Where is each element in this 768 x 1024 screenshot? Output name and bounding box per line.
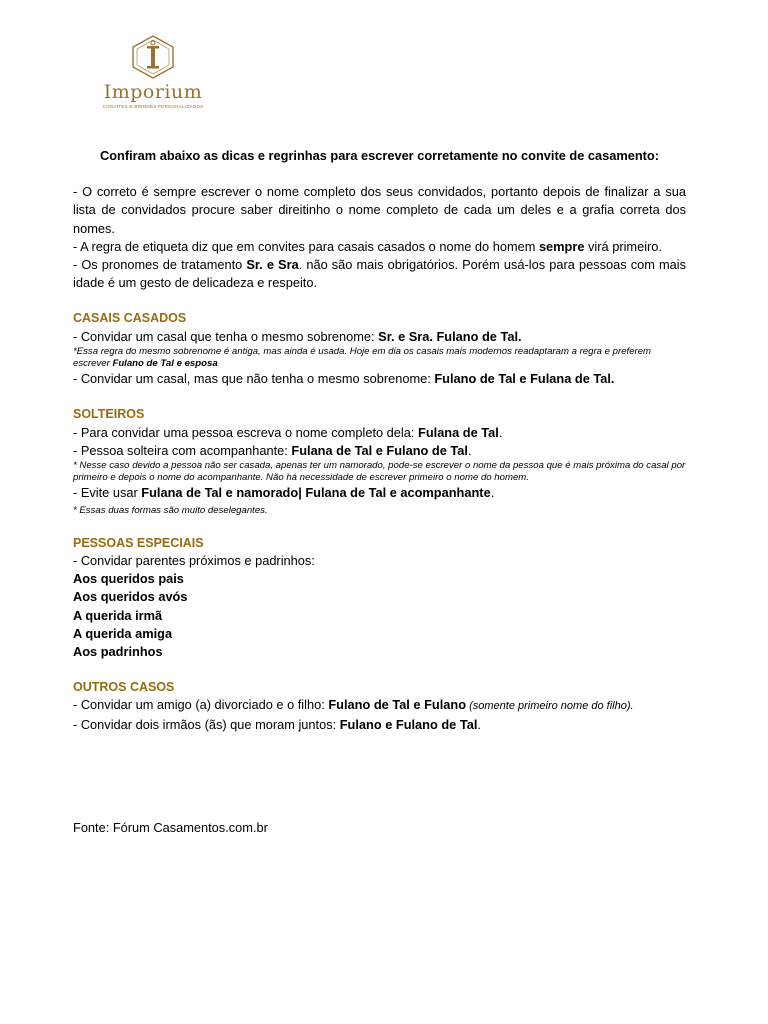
rule-line [73,484,686,502]
emphasis: Sr. e Sra [246,257,299,273]
intro-paragraph-2 [73,238,686,256]
emphasis: Fulano de Tal e Fulano [328,697,467,713]
section-outros-casos [73,678,686,734]
list-item: Aos queridos avós [73,589,188,605]
rule-line [73,442,686,460]
text: - Evite usar [73,485,142,501]
text: - Convidar um amigo (a) divorciado e o filho: [73,697,329,713]
rule-line [73,696,686,715]
text: - Para convidar uma pessoa escreva o nome completo dela: [73,424,418,440]
text: - Convidar um casal que tenha o mesmo sobrenome: [73,328,379,344]
intro-paragraph-1: - O correto é sempre escrever o nome completo dos seus convidados, portanto depois de finalizar a sua lista de convidados procure saber direitinho o nome completo de cada um deles e a grafia correta dos nomes. [73,184,686,236]
text: . [490,485,495,501]
footnote [73,346,686,370]
text: . não são mais obrigatórios. Porém usá-los para pessoas com mais idade é um gesto de delicadeza e respeito. [73,257,686,291]
hexagon-emblem-icon [129,34,177,80]
emphasis: sempre [538,238,585,254]
logo-tagline: CONVITES E BRINDES PERSONALIZADOS [102,104,204,109]
text: - Os pronomes de tratamento [73,257,247,273]
parenthetical-note: (somente primeiro nome do filho). [466,700,634,713]
text: . [467,442,472,458]
section-pessoas-especiais [73,534,686,661]
intro-paragraph-3 [73,256,686,292]
list-item: A querida irmã [73,607,163,623]
text: . [477,716,481,732]
rule-line: - Convidar parentes próximos e padrinhos: [73,553,315,569]
imporium-logo [96,34,210,124]
emphasis: Sr. e Sra. Fulano de Tal. [378,328,522,344]
emphasis: Fulano de Tal e Fulana de Tal. [434,371,615,387]
emphasis: Fulana de Tal e namorado| Fulana de Tal e acompanhante [141,485,491,501]
emphasis: Fulana de Tal [418,424,499,440]
list-item: A querida amiga [73,625,173,641]
text: - Convidar dois irmãos (ãs) que moram juntos: [73,716,340,732]
section-title: OUTROS CASOS [73,680,175,695]
rule-line [73,716,686,734]
text: - Convidar um casal, mas que não tenha o mesmo sobrenome: [73,371,435,387]
footnote: * Essas duas formas são muito deselegantes. [73,504,268,516]
source-credit: Fonte: Fórum Casamentos.com.br [73,820,268,835]
text: . [498,424,503,440]
text: *Essa regra do mesmo sobrenome é antiga, mas ainda é usada. Hoje em dia os casais mais modernos readaptaram a regra e preferem escrever [73,345,652,370]
section-title: PESSOAS ESPECIAIS [73,535,204,550]
rule-line [73,370,686,388]
text: - A regra de etiqueta diz que em convites para casais casados o nome do homem [73,238,539,254]
emphasis: Fulana de Tal e Fulano de Tal [291,442,468,458]
rule-line [73,328,686,346]
logo-name: Imporium [103,81,203,103]
emphasis: Fulano de Tal e esposa [112,358,218,370]
footnote: * Nesse caso devido a pessoa não ser casada, apenas ter um namorado, pode-se escrever o nome da pessoa que é mais próxima do casal por primeiro e depois o nome do acompanhante. Não há necessidade de escrever primeiro o nome do homem. [73,460,686,484]
list-item: Aos padrinhos [73,644,163,660]
document-body [73,147,686,734]
section-solteiros [73,405,686,516]
text: virá primeiro. [584,238,662,254]
text: - Pessoa solteira com acompanhante: [73,442,292,458]
rule-line [73,424,686,442]
section-title: SOLTEIROS [73,407,145,422]
list-item: Aos queridos pais [73,571,184,587]
section-title: CASAIS CASADOS [73,311,187,326]
emphasis: Fulano e Fulano de Tal [339,716,478,732]
intro-section [73,183,686,292]
page-title: Confiram abaixo as dicas e regrinhas para escrever corretamente no convite de casamento: [99,148,660,163]
section-casais-casados [73,309,686,388]
